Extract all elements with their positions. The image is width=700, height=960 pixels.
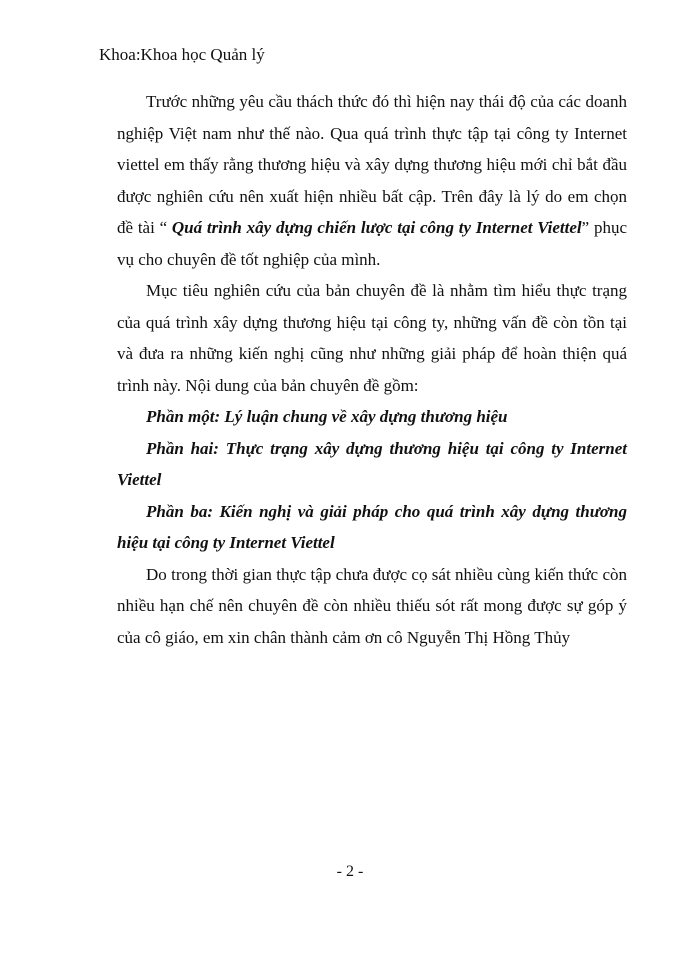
document-body	[117, 86, 627, 653]
paragraph-acknowledgement: Do trong thời gian thực tập chưa được cọ sát nhiều cùng kiến thức còn nhiều hạn chế nên chuyên đề còn nhiều thiếu sót rất mong được sự góp ý của cô giáo, em xin chân thành cảm ơn cô Nguyễn Thị Hồng Thủy	[117, 564, 627, 647]
page-number: - 2 -	[336, 863, 364, 880]
paragraph-objectives: Mục tiêu nghiên cứu của bản chuyên đề là nhằm tìm hiểu thực trạng của quá trình xây dựng thương hiệu tại công ty, những vấn đề còn tồn tại và đưa ra những kiến nghị cũng như những giải pháp để hoàn thiện quá trình này. Nội dung của bản chuyên đề gồm:	[117, 281, 627, 395]
paragraph-introduction	[117, 86, 627, 275]
section-outline-part-three: Phần ba: Kiến nghị và giải pháp cho quá trình xây dựng thương hiệu tại công ty Internet Viettel	[117, 501, 627, 552]
page-header-faculty: Khoa:Khoa học Quản lý	[99, 45, 265, 64]
section-outline-part-one: Phần một: Lý luận chung về xây dựng thương hiệu	[146, 407, 508, 426]
paragraph-introduction-end: ” phục vụ cho chuyên đề tốt nghiệp của mình.	[117, 218, 627, 269]
section-outline-part-two: Phần hai: Thực trạng xây dựng thương hiệu tại công ty Internet Viettel	[117, 438, 627, 489]
paragraph-introduction-text: Trước những yêu cầu thách thức đó thì hiện nay thái độ của các doanh nghiệp Việt nam như thế nào. Qua quá trình thực tập tại công ty Internet viettel em thấy rằng thương hiệu và xây dựng thương hiệu mới chỉ bắt đầu được nghiên cứu nên xuất hiện nhiều bất cập. Trên đây là lý do em chọn đề tài “	[117, 92, 627, 237]
thesis-title: Quá trình xây dựng chiến lược tại công ty Internet Viettel	[171, 218, 582, 237]
